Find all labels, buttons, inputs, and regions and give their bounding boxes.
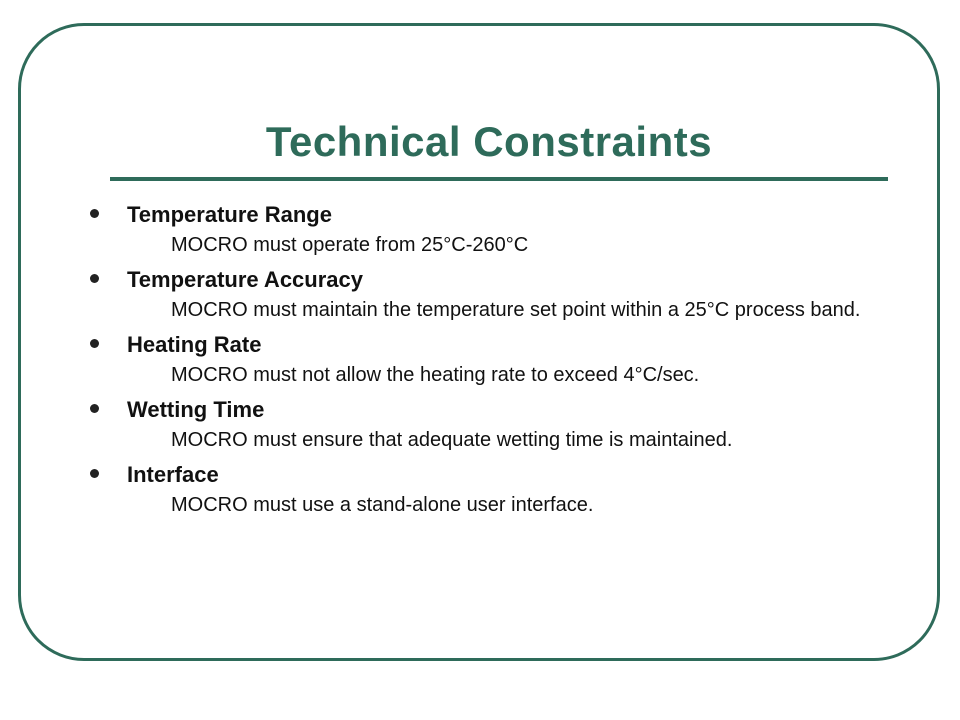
bullet-icon [90, 274, 99, 283]
bullet-icon [90, 209, 99, 218]
constraint-detail: MOCRO must not allow the heating rate to exceed 4°C/sec. [171, 364, 700, 386]
constraint-list [86, 200, 866, 525]
constraint-detail: MOCRO must ensure that adequate wetting time is maintained. [171, 429, 733, 451]
list-item [86, 395, 866, 450]
list-item [86, 330, 866, 385]
title-underline [110, 177, 888, 181]
constraint-detail: MOCRO must maintain the temperature set point within a 25°C process band. [171, 299, 861, 321]
constraint-detail: MOCRO must operate from 25°C-260°C [171, 234, 529, 256]
constraint-heading: Temperature Accuracy [127, 267, 363, 292]
constraint-heading: Wetting Time [127, 397, 265, 422]
list-item [86, 265, 866, 320]
constraint-heading: Interface [127, 462, 219, 487]
constraint-heading: Temperature Range [127, 202, 332, 227]
bullet-icon [90, 339, 99, 348]
constraint-detail: MOCRO must use a stand-alone user interface. [171, 494, 594, 516]
constraint-heading: Heating Rate [127, 332, 262, 357]
slide-title: Technical Constraints [265, 118, 713, 165]
bullet-icon [90, 469, 99, 478]
list-item [86, 460, 866, 515]
bullet-icon [90, 404, 99, 413]
list-item [86, 200, 866, 255]
